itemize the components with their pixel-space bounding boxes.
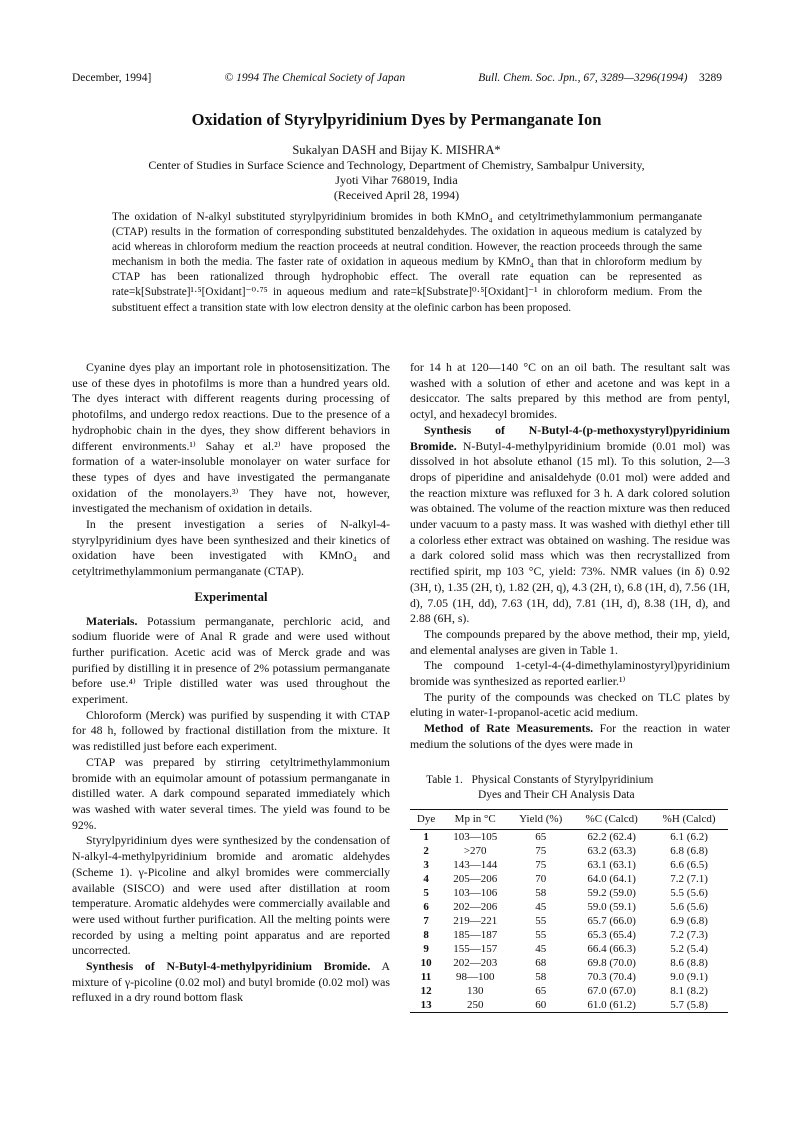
rate-paragraph xyxy=(410,721,730,752)
table-cell: 219—221 xyxy=(453,915,498,928)
table-cell: 60 xyxy=(508,998,573,1013)
table-row xyxy=(410,984,728,998)
paper-authors: Sukalyan DASH and Bijay K. MISHRA* xyxy=(292,143,501,157)
table-cell: 68 xyxy=(535,957,547,970)
table-cell-dye: 4 xyxy=(423,873,429,886)
table-cell: 58 xyxy=(535,971,547,984)
table-cell-dye: 6 xyxy=(423,901,429,914)
table-header-cell: Mp in °C xyxy=(442,809,508,830)
table-row xyxy=(410,900,728,914)
table-cell: 185—187 xyxy=(453,929,498,942)
table-cell: 6.1 (6.2) xyxy=(670,831,708,844)
table-row xyxy=(410,942,728,956)
table-cell: 63.2 (63.3) xyxy=(587,845,636,858)
table-cell: 55 xyxy=(535,915,547,928)
table-cell: 58 xyxy=(535,887,547,900)
table-cell: 65 xyxy=(535,985,547,998)
table-cell: 70 xyxy=(535,873,547,886)
intro-paragraph-2: In the present investigation a series of N-alkyl-4-styrylpyridinium dyes have been synthesized and their kinetics of oxidation have been investigated with KMnO₄ and cetyltrimethylammonium permanganate (CTAP). xyxy=(72,517,390,579)
table-cell: 61.0 (61.2) xyxy=(573,998,650,1013)
table-row xyxy=(410,886,728,900)
table-cell: 59.0 (59.1) xyxy=(587,901,636,914)
table-cell-dye: 9 xyxy=(423,943,429,956)
table-cell: 67.0 (67.0) xyxy=(587,985,636,998)
table-cell: >270 xyxy=(463,845,487,858)
table-cell-dye: 12 xyxy=(420,985,432,998)
table-cell: 62.2 (62.4) xyxy=(587,831,636,844)
synthesis-2-paragraph xyxy=(410,423,730,627)
table-cell: 103—105 xyxy=(453,831,498,844)
table-cell: 65 xyxy=(535,831,547,844)
paper-title: Oxidation of Styrylpyridinium Dyes by Permanganate Ion xyxy=(191,110,602,129)
table-caption xyxy=(410,773,730,803)
continued-paragraph: for 14 h at 120—140 °C on an oil bath. The resultant salt was washed with a solution of ether and acetone and was kept in a desiccator. The salts prepared by this method are from pentyl, octyl, and hexadecyl bromides. xyxy=(410,360,730,422)
synthesis-1-text: A mixture of γ-picoline (0.02 mol) and butyl bromide (0.02 mol) was refluxed in a dry round bottom flask xyxy=(72,959,390,1005)
rate-heading: Method of Rate Measurements. xyxy=(424,721,594,736)
table-cell: 202—206 xyxy=(453,901,498,914)
styryl-paragraph: Styrylpyridinium dyes were synthesized by the condensation of N-alkyl-4-methylpyridinium bromide and aromatic aldehydes (Scheme 1). γ-Picoline and alkyl bromides were commercially available (SISCO) and were used after distillation at room temperature. Aromatic aldehydes were commercially available and were used without further purification. All the melting points were recorded by using a melting point apparatus and are reported uncorrected. xyxy=(72,833,390,958)
ctap-paragraph: CTAP was prepared by stirring cetyltrimethylammonium bromide with an equimolar amount of potassium permanganate in distilled water. A dark compound separated immediately which was washed with water several times. The yield was found to be 92%. xyxy=(72,754,390,832)
header-page-number: 3289 xyxy=(698,72,722,84)
table-cell: 5.6 (5.6) xyxy=(670,901,708,914)
right-column xyxy=(410,360,730,1013)
received-date: (Received April 28, 1994) xyxy=(333,188,460,202)
affiliation-line-1: Center of Studies in Surface Science and Technology, Department of Chemistry, Sambalpur University, xyxy=(148,158,645,172)
table-cell: 8.6 (8.8) xyxy=(670,957,708,970)
table-cell-dye: 11 xyxy=(420,971,432,984)
synthesis-2-heading: Synthesis of N-Butyl-4-(p-methoxystyryl)pyridinium Bromide. xyxy=(410,422,730,453)
materials-paragraph xyxy=(72,614,390,708)
table-row xyxy=(410,844,728,858)
cetyl-paragraph: The compound 1-cetyl-4-(4-dimethylaminostyryl)pyridinium bromide was synthesized as reported earlier.¹⁾ xyxy=(410,658,730,689)
running-header xyxy=(72,72,722,84)
table-cell: 7.2 (7.1) xyxy=(670,873,708,886)
table-row xyxy=(410,914,728,928)
table-cell: 155—157 xyxy=(453,943,498,956)
table-cell: 65.3 (65.4) xyxy=(587,929,636,942)
table-cell: 75 xyxy=(535,845,547,858)
materials-text: Potassium permanganate, perchloric acid, and sodium fluoride were of Anal R grade and were used without further purification. Acetic acid was of Merck grade and was purified by distilling it in presence of 2% potassium permanganate before use.⁴⁾ Triple distilled water was used throughout the experiment. xyxy=(72,613,390,707)
table-row xyxy=(410,998,728,1013)
table-cell: 45 xyxy=(535,943,547,956)
affiliation-line-2: Jyoti Vihar 768019, India xyxy=(335,173,458,187)
table-cell: 66.4 (66.3) xyxy=(587,943,636,956)
table-row xyxy=(410,970,728,984)
table-cell: 75 xyxy=(535,859,547,872)
table-cell: 5.2 (5.4) xyxy=(670,943,708,956)
table-cell: 202—203 xyxy=(453,957,498,970)
physical-constants-table xyxy=(410,809,728,1014)
table-header-cell: %C (Calcd) xyxy=(573,809,650,830)
table-cell-dye: 13 xyxy=(410,998,442,1013)
table-label: Table 1. xyxy=(426,773,463,786)
table-cell: 5.5 (5.6) xyxy=(670,887,708,900)
table-row xyxy=(410,956,728,970)
table-cell: 5.7 (5.8) xyxy=(650,998,728,1013)
table-cell: 250 xyxy=(442,998,508,1013)
table-cell: 65.7 (66.0) xyxy=(587,915,636,928)
intro-paragraph-1: Cyanine dyes play an important role in photosensitization. The use of these dyes in photofilms is more than a hundred years old. The dyes interact with different reagents during processing of photofilms, and undergo redox reactions. Due to the presence of a hydrophobic chain in the dyes, they show different behaviors in different environments.¹⁾ Sahay et al.²⁾ have proposed the formation of a water-insoluble monolayer on water surface for these types of dyes and have investigated the permanganate oxidation of the monolayers.³⁾ They have not, however, investigated the mechanism of oxidation in details. xyxy=(72,360,390,516)
header-journal: Bull. Chem. Soc. Jpn., 67, 3289—3296(1994) xyxy=(478,72,688,84)
purity-paragraph: The purity of the compounds was checked on TLC plates by eluting in water-1-propanol-acetic acid medium. xyxy=(410,689,730,720)
table-cell: 6.8 (6.8) xyxy=(670,845,708,858)
table-cell-dye: 2 xyxy=(423,845,429,858)
header-copyright: © 1994 The Chemical Society of Japan xyxy=(224,72,406,84)
table-header-cell: %H (Calcd) xyxy=(650,809,728,830)
table-cell: 143—144 xyxy=(453,859,498,872)
materials-heading: Materials. xyxy=(86,613,138,628)
table-cell: 63.1 (63.1) xyxy=(587,859,636,872)
table-cell: 103—106 xyxy=(453,887,498,900)
table-header-cell: Yield (%) xyxy=(508,809,573,830)
table-cell-dye: 1 xyxy=(423,831,429,844)
table-row xyxy=(410,830,728,845)
table-cell-dye: 5 xyxy=(423,887,429,900)
synthesis-1-paragraph xyxy=(72,959,390,1006)
table-cell-dye: 10 xyxy=(420,957,432,970)
section-heading-experimental: Experimental xyxy=(194,589,268,604)
table-cell: 6.9 (6.8) xyxy=(670,915,708,928)
table-header-row xyxy=(410,809,728,830)
table-cell: 9.0 (9.1) xyxy=(670,971,708,984)
header-journal-info xyxy=(478,72,722,84)
table-cell: 6.6 (6.5) xyxy=(670,859,708,872)
table-cell-dye: 8 xyxy=(423,929,429,942)
compounds-paragraph: The compounds prepared by the above method, their mp, yield, and elemental analyses are given in Table 1. xyxy=(410,626,730,657)
table-cell: 70.3 (70.4) xyxy=(587,971,636,984)
table-cell: 55 xyxy=(535,929,547,942)
table-cell: 59.2 (59.0) xyxy=(587,887,636,900)
rate-text: For the reaction in water medium the solutions of the dyes were made in xyxy=(410,721,730,751)
table-cell: 69.8 (70.0) xyxy=(587,957,636,970)
table-row xyxy=(410,928,728,942)
table-row xyxy=(410,858,728,872)
abstract: The oxidation of N-alkyl substituted styrylpyridinium bromides in both KMnO₄ and cetyltrimethylammonium permanganate (CTAP) results in the formation of corresponding substituted benzaldehydes. The oxidation in aqueous medium is catalyzed by acid whereas in chloroform medium the reaction proceeds at neutral condition. However, the reaction proceeds through the same mechanism in both the media. The faster rate of oxidation in aqueous medium by KMnO₄ than that in chloroform medium by CTAP has been rationalized through hydrophobic effect. The overall rate equation can be represented as rate=k[Substrate]¹·⁵[Oxidant]⁻⁰·⁷⁵ in aqueous medium and rate=k[Substrate]⁰·⁵[Oxidant]⁻¹ in chloroform medium. From the substituent effect a transition state with low electron density at the olefinic carbon has been proposed. xyxy=(112,211,702,314)
chloroform-paragraph: Chloroform (Merck) was purified by suspending it with CTAP for 48 h, followed by fractional distillation from the mixture. It was redistilled just before each experiment. xyxy=(72,707,390,754)
table-cell: 130 xyxy=(466,985,484,998)
table-caption-line-2: Dyes and Their CH Analysis Data xyxy=(478,788,635,801)
synthesis-1-heading: Synthesis of N-Butyl-4-methylpyridinium Bromide. xyxy=(86,959,371,974)
table-body xyxy=(410,830,728,1013)
table-cell-dye: 7 xyxy=(423,915,429,928)
table-cell: 8.1 (8.2) xyxy=(670,985,708,998)
header-date: December, 1994] xyxy=(72,72,152,84)
table-cell: 205—206 xyxy=(453,873,498,886)
table-header-cell: Dye xyxy=(410,809,442,830)
synthesis-2-text: N-Butyl-4-methylpyridinium bromide (0.01 mol) was dissolved in hot absolute ethanol (15 ml). To this solution, 2—3 drops of piperidine and anisaldehyde (0.01 mol) were added and the reaction mixture was refluxed for 3 h. A dark colored solution was obtained. The volume of the reaction mixture was then reduced under vacuum to a pasty mass. It was washed with diethyl ether till a colorless ether extract was obtained on washing. The residue was a dark colored solid mass which was then recrystallized from rectified spirit, mp 103 °C, yield: 73%. NMR values (in δ) 0.92 (3H, t), 1.35 (2H, t), 1.82 (2H, q), 4.3 (2H, t), 6.8 (1H, d), 7.56 (1H, d), 7.05 (1H, dd), 7.63 (1H, dd), 7.81 (1H, d), 8.38 (1H, d), and 2.88 (6H, s). xyxy=(410,438,730,626)
left-column xyxy=(72,360,390,1006)
table-row xyxy=(410,872,728,886)
table-caption-line-1: Table 1. Physical Constants of Styrylpyridinium xyxy=(426,773,654,786)
table-cell: 98—100 xyxy=(455,971,495,984)
table-cell-dye: 3 xyxy=(423,859,429,872)
table-cell: 64.0 (64.1) xyxy=(587,873,636,886)
table-cell: 7.2 (7.3) xyxy=(670,929,708,942)
table-cell: 45 xyxy=(535,901,547,914)
